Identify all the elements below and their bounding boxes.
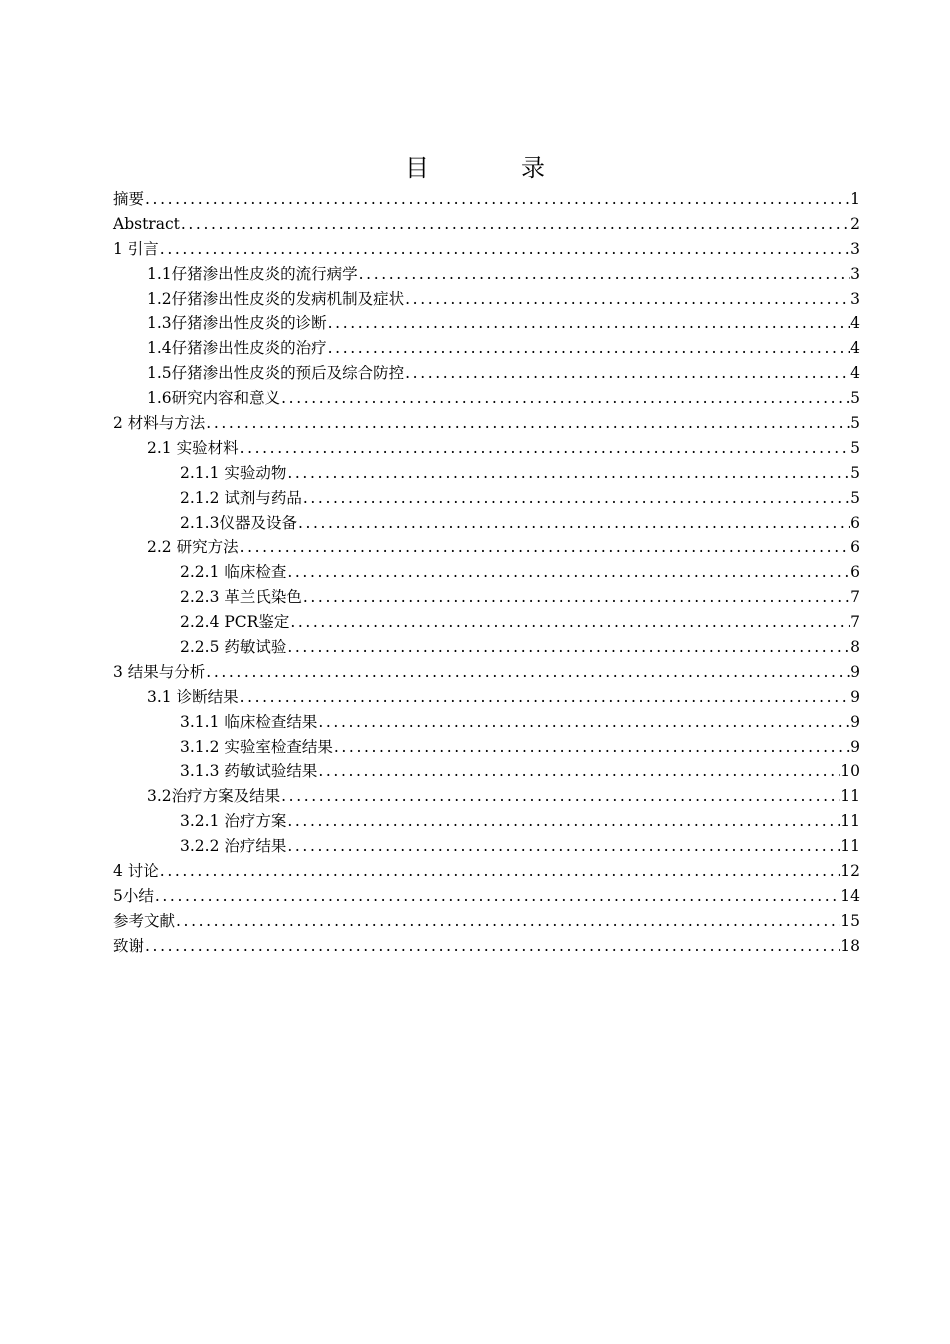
toc-entry-text: 1.2仔猪渗出性皮炎的发病机制及症状 [147, 289, 405, 308]
toc-entry-text: 2.2.5 药敏试验 [180, 638, 287, 657]
toc-entry-text: 4 讨论 [113, 862, 159, 881]
toc-dot-leader [404, 287, 850, 312]
toc-entry[interactable] [113, 635, 860, 660]
toc-entry[interactable] [113, 411, 860, 436]
toc-entry-page-number: 5 [850, 414, 860, 433]
toc-entry-page-number: 5 [850, 389, 860, 408]
toc-dot-leader [144, 934, 840, 959]
toc-list [113, 187, 860, 959]
toc-dot-leader [286, 461, 850, 486]
toc-entry-page-number: 7 [850, 613, 860, 632]
toc-entry[interactable] [113, 660, 860, 685]
toc-entry-page-number: 5 [850, 488, 860, 507]
toc-entry-text: 2.1.3仪器及设备 [180, 513, 297, 532]
toc-entry[interactable] [113, 212, 860, 237]
toc-entry-page-number: 6 [850, 538, 860, 557]
toc-entry-text: 2.1.2 试剂与药品 [180, 488, 302, 507]
toc-entry[interactable] [113, 809, 860, 834]
toc-entry[interactable] [113, 685, 860, 710]
toc-dot-leader [297, 511, 850, 536]
toc-entry-text: 1.6研究内容和意义 [147, 389, 281, 408]
toc-entry-page-number: 15 [840, 911, 860, 930]
toc-entry-text: 摘要 [113, 190, 145, 208]
toc-entry-page-number: 3 [850, 239, 860, 258]
toc-dot-leader [317, 759, 840, 784]
toc-entry-text: 致谢 [113, 936, 145, 955]
toc-entry-page-number: 6 [850, 513, 860, 532]
toc-entry-text: 5小结 [113, 886, 154, 905]
toc-dot-leader [333, 735, 850, 760]
toc-entry-text: 3.2.1 治疗方案 [180, 812, 287, 831]
toc-entry[interactable] [113, 585, 860, 610]
toc-entry[interactable] [113, 859, 860, 884]
toc-entry[interactable] [113, 187, 860, 212]
toc-dot-leader [205, 411, 850, 436]
toc-entry-text: 3.2.2 治疗结果 [180, 837, 287, 856]
toc-entry-page-number: 3 [850, 264, 860, 283]
toc-entry-text: 2.1.1 实验动物 [180, 463, 287, 482]
toc-entry-page-number: 9 [850, 687, 860, 706]
toc-entry-page-number: 9 [850, 712, 860, 731]
toc-entry-text: 2 材料与方法 [113, 414, 206, 433]
toc-entry[interactable] [113, 735, 860, 760]
toc-entry-text: 1 引言 [113, 239, 159, 258]
toc-entry-text: 3 结果与分析 [113, 662, 206, 681]
toc-dot-leader [286, 635, 850, 660]
toc-entry-text: 参考文献 [113, 911, 176, 930]
toc-entry[interactable] [113, 436, 860, 461]
toc-entry-text: 2.2.4 PCR鉴定 [180, 613, 290, 632]
toc-entry-page-number: 7 [850, 588, 860, 607]
toc-entry[interactable] [113, 834, 860, 859]
toc-entry-page-number: 11 [840, 812, 860, 831]
toc-entry-text: 3.2治疗方案及结果 [147, 787, 281, 806]
toc-dot-leader [239, 436, 851, 461]
toc-entry-page-number: 5 [850, 438, 860, 457]
toc-entry[interactable] [113, 361, 860, 386]
toc-entry[interactable] [113, 535, 860, 560]
toc-entry[interactable] [113, 610, 860, 635]
toc-entry[interactable] [113, 934, 860, 959]
toc-entry-page-number: 4 [850, 314, 860, 333]
toc-dot-leader [286, 809, 840, 834]
toc-dot-leader [286, 834, 840, 859]
toc-entry-text: 2.1 实验材料 [147, 438, 239, 457]
toc-dot-leader [175, 909, 840, 934]
toc-entry[interactable] [113, 386, 860, 411]
toc-entry[interactable] [113, 909, 860, 934]
toc-dot-leader [159, 237, 850, 262]
toc-dot-leader [289, 610, 850, 635]
toc-dot-leader [144, 187, 850, 212]
toc-entry[interactable] [113, 262, 860, 287]
toc-dot-leader [239, 535, 851, 560]
toc-dot-leader [327, 311, 850, 336]
toc-dot-leader [280, 386, 850, 411]
toc-entry[interactable] [113, 884, 860, 909]
toc-entry-page-number: 9 [850, 662, 860, 681]
toc-dot-leader [154, 884, 840, 909]
toc-entry[interactable] [113, 461, 860, 486]
toc-entry[interactable] [113, 759, 860, 784]
toc-dot-leader [302, 486, 850, 511]
toc-entry-page-number: 5 [850, 463, 860, 482]
toc-entry[interactable] [113, 237, 860, 262]
toc-entry-page-number: 18 [840, 936, 860, 955]
toc-dot-leader [180, 212, 850, 237]
toc-entry-text: Abstract [113, 214, 180, 233]
toc-dot-leader [205, 660, 850, 685]
toc-dot-leader [327, 336, 850, 361]
toc-entry-page-number: 2 [850, 214, 860, 233]
toc-entry[interactable] [113, 784, 860, 809]
toc-dot-leader [159, 859, 840, 884]
toc-entry[interactable] [113, 560, 860, 585]
toc-dot-leader [286, 560, 850, 585]
toc-entry-page-number: 3 [850, 289, 860, 308]
toc-entry-page-number: 8 [850, 638, 860, 657]
toc-entry[interactable] [113, 511, 860, 536]
toc-entry-page-number: 1 [850, 190, 860, 208]
toc-entry-text: 1.4仔猪渗出性皮炎的治疗 [147, 339, 327, 358]
toc-entry-page-number: 12 [840, 862, 860, 881]
toc-dot-leader [280, 784, 840, 809]
toc-dot-leader [302, 585, 850, 610]
toc-entry-text: 3.1.3 药敏试验结果 [180, 762, 318, 781]
toc-entry[interactable] [113, 486, 860, 511]
toc-entry-text: 2.2.3 革兰氏染色 [180, 588, 302, 607]
toc-entry[interactable] [113, 311, 860, 336]
toc-entry-page-number: 14 [840, 886, 860, 905]
toc-entry-page-number: 9 [850, 737, 860, 756]
toc-entry-text: 1.1仔猪渗出性皮炎的流行病学 [147, 264, 358, 283]
toc-entry-page-number: 4 [850, 339, 860, 358]
toc-entry-text: 2.2.1 临床检查 [180, 563, 287, 582]
toc-entry[interactable] [113, 710, 860, 735]
toc-entry[interactable] [113, 287, 860, 312]
toc-entry-page-number: 11 [840, 837, 860, 856]
toc-dot-leader [239, 685, 851, 710]
toc-entry-page-number: 11 [840, 787, 860, 806]
toc-dot-leader [358, 262, 850, 287]
toc-entry-text: 1.5仔猪渗出性皮炎的预后及综合防控 [147, 364, 405, 383]
toc-entry-page-number: 10 [840, 762, 860, 781]
toc-dot-leader [404, 361, 850, 386]
toc-entry-text: 3.1 诊断结果 [147, 687, 239, 706]
toc-entry[interactable] [113, 336, 860, 361]
toc-dot-leader [317, 710, 850, 735]
toc-entry-page-number: 6 [850, 563, 860, 582]
toc-entry-text: 1.3仔猪渗出性皮炎的诊断 [147, 314, 327, 333]
toc-title: 目 录 [405, 154, 579, 182]
toc-entry-page-number: 4 [850, 364, 860, 383]
toc-entry-text: 2.2 研究方法 [147, 538, 239, 557]
toc-entry-text: 3.1.1 临床检查结果 [180, 712, 318, 731]
toc-entry-text: 3.1.2 实验室检查结果 [180, 737, 333, 756]
